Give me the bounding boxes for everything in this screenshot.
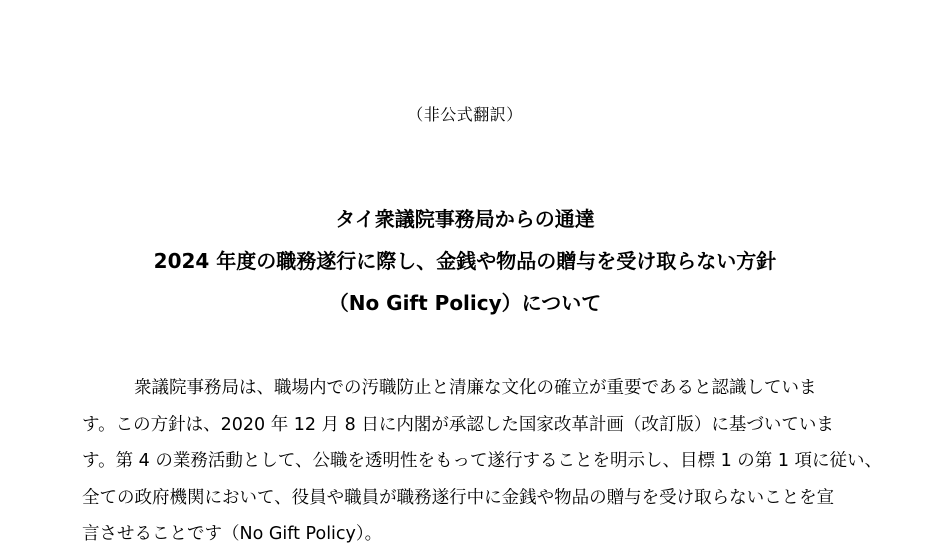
- title-line-1: タイ衆議院事務局からの通達: [335, 207, 595, 231]
- body-line-2: す。この方針は、2020 年 12 月 8 日に内閣が承認した国家改革計画（改訂版）に基づいていま: [82, 414, 834, 435]
- body-line-1: 衆議院事務局は、職場内での汚職防止と清廉な文化の確立が重要であると認識していま: [134, 378, 817, 398]
- unofficial-translation-note: （非公式翻訳）: [407, 105, 523, 124]
- body-line-4: 全ての政府機関において、役員や職員が職務遂行中に金銭や物品の贈与を受け取らないことを宣: [82, 487, 835, 508]
- document-title: [0, 198, 930, 324]
- body-line-5: 言させることです（No Gift Policy）。: [82, 524, 383, 544]
- body-paragraph: [82, 370, 883, 553]
- title-line-2: 2024 年度の職務遂行に際し、金銭や物品の贈与を受け取らない方針: [153, 249, 777, 273]
- title-line-3: （No Gift Policy）について: [328, 291, 602, 315]
- body-line-3: す。第 4 の業務活動として、公職を透明性をもって遂行することを明示し、目標 1 の第 1 項に従い、: [82, 451, 883, 471]
